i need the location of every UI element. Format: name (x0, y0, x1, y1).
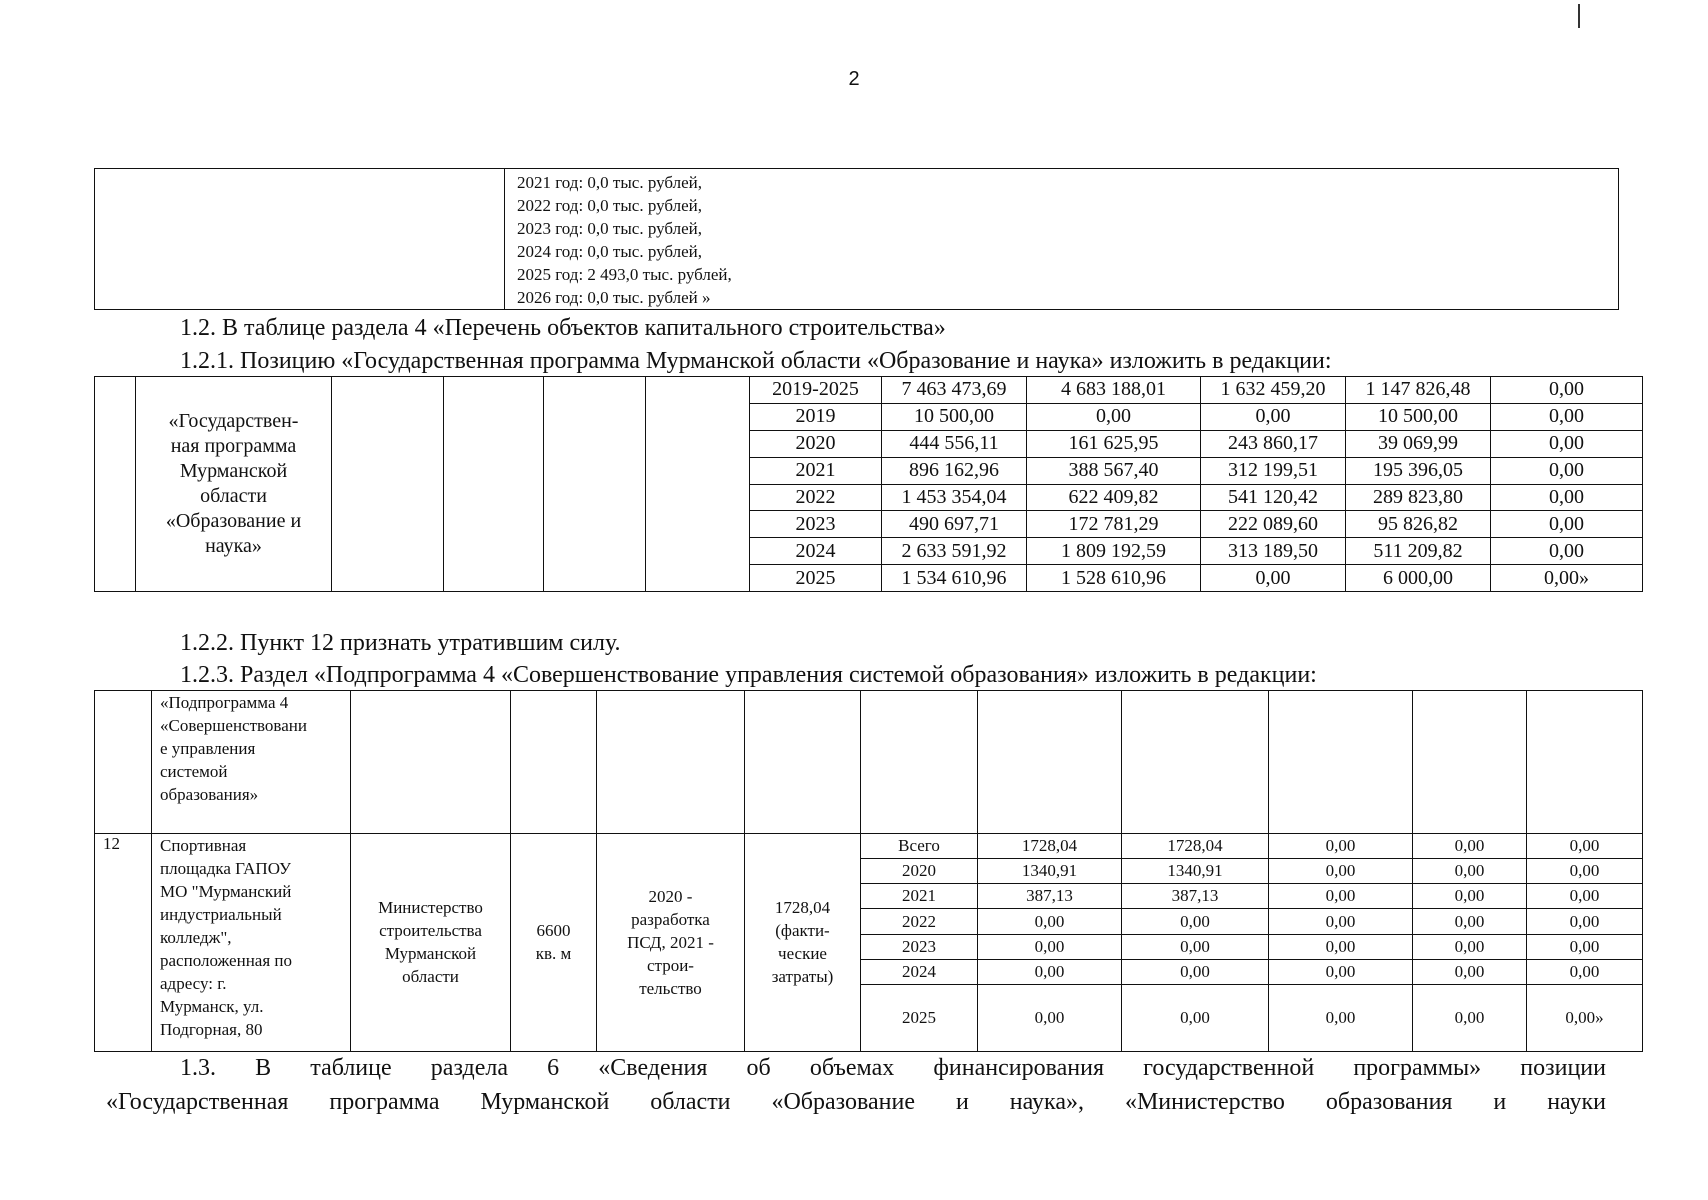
program-cell: 289 823,80 (1346, 484, 1491, 511)
subprogram-cell: 0,00 (1269, 833, 1413, 858)
subprogram-empty-cell (1269, 691, 1413, 834)
cost-line: затраты) (771, 967, 834, 987)
subprogram-cell: Всего (861, 833, 978, 858)
program-cell: 243 860,17 (1201, 430, 1346, 457)
program-cell: 511 209,82 (1346, 538, 1491, 565)
subprogram-cell: 0,00 (1269, 959, 1413, 984)
program-cell: 896 162,96 (882, 457, 1027, 484)
subprogram-cell: 0,00 (1122, 959, 1269, 984)
subprogram-cell: 0,00 (1413, 985, 1527, 1052)
program-cell: 622 409,82 (1027, 484, 1201, 511)
capacity-line: 6600 (536, 921, 571, 941)
program-title-line: «Государствен- (168, 410, 299, 432)
subprogram-empty-cell (978, 691, 1122, 834)
subprogram-cell: 0,00 (1527, 909, 1643, 934)
object-name-cell (152, 833, 351, 1051)
paragraph-1-3-line-2: «Государственная программа Мурманской области «Образование и наука», «Министерство образования и науки (106, 1089, 1606, 1115)
subprogram-header-line: «Совершенствовани (160, 716, 307, 735)
program-empty-cell (646, 377, 750, 592)
subprogram-cell: 0,00 (1527, 884, 1643, 909)
program-cell: 4 683 188,01 (1027, 377, 1201, 404)
subprogram-table (94, 690, 1643, 1052)
subprogram-cell: 1340,91 (978, 858, 1122, 883)
subprogram-cell: 2020 (861, 858, 978, 883)
subprogram-cell: 2021 (861, 884, 978, 909)
budget-line: 2025 год: 2 493,0 тыс. рублей, (517, 265, 732, 284)
program-cell: 95 826,82 (1346, 511, 1491, 538)
subprogram-cell: 1728,04 (1122, 833, 1269, 858)
program-cell: 2025 (750, 565, 882, 592)
subprogram-cell: 1728,04 (978, 833, 1122, 858)
program-cell: 1 453 354,04 (882, 484, 1027, 511)
subprogram-cell: 0,00 (1269, 909, 1413, 934)
subprogram-cell: 0,00 (978, 909, 1122, 934)
subprogram-cell: 2025 (861, 985, 978, 1052)
paragraph-1-2-2: 1.2.2. Пункт 12 признать утратившим силу. (180, 630, 621, 656)
subprogram-cell: 0,00 (1413, 884, 1527, 909)
subprogram-cell: 0,00 (1527, 858, 1643, 883)
subprogram-header-line: образования» (160, 785, 259, 804)
program-cell: 490 697,71 (882, 511, 1027, 538)
program-cell: 312 199,51 (1201, 457, 1346, 484)
scan-artifact-mark (1578, 4, 1580, 28)
subprogram-cell: 0,00 (1413, 909, 1527, 934)
object-name-line: расположенная по (160, 950, 292, 970)
program-cell: 222 089,60 (1201, 511, 1346, 538)
budget-line: 2023 год: 0,0 тыс. рублей, (517, 219, 702, 238)
subprogram-cell: 0,00 (1527, 959, 1643, 984)
budget-table (94, 168, 1619, 310)
program-cell: 1 809 192,59 (1027, 538, 1201, 565)
program-cell: 0,00 (1491, 403, 1643, 430)
subprogram-empty-cell (511, 691, 597, 834)
program-cell: 0,00 (1201, 403, 1346, 430)
program-cell: 2020 (750, 430, 882, 457)
program-cell: 0,00» (1491, 565, 1643, 592)
program-cell: 0,00 (1491, 538, 1643, 565)
capacity-line: кв. м (535, 944, 572, 964)
budget-line: 2022 год: 0,0 тыс. рублей, (517, 196, 702, 215)
customer-cell (351, 833, 511, 1051)
program-cell: 172 781,29 (1027, 511, 1201, 538)
program-cell: 6 000,00 (1346, 565, 1491, 592)
subprogram-empty-cell (1413, 691, 1527, 834)
object-name-line: Спортивная (160, 835, 247, 855)
item-number: 12 (95, 833, 152, 1051)
subprogram-cell: 0,00 (1122, 934, 1269, 959)
subprogram-cell: 0,00 (1413, 934, 1527, 959)
subprogram-empty-cell (597, 691, 745, 834)
subprogram-cell: 0,00 (1413, 959, 1527, 984)
subprogram-cell: 1340,91 (1122, 858, 1269, 883)
subprogram-cell: 0,00 (1122, 909, 1269, 934)
budget-line: 2021 год: 0,0 тыс. рублей, (517, 173, 702, 192)
program-title-cell (136, 377, 332, 592)
subprogram-cell: 0,00 (1269, 858, 1413, 883)
subprogram-cell: 2024 (861, 959, 978, 984)
cost-line: ческие (778, 944, 827, 964)
program-cell: 313 189,50 (1201, 538, 1346, 565)
subprogram-cell: 0,00 (1527, 833, 1643, 858)
period-line: 2020 - (648, 886, 693, 906)
program-num-cell (95, 377, 136, 592)
period-line: тельство (639, 978, 702, 998)
customer-line: области (402, 967, 459, 987)
period-line: строи- (647, 955, 694, 975)
subprogram-cell: 0,00 (978, 934, 1122, 959)
program-cell: 195 396,05 (1346, 457, 1491, 484)
program-cell: 2024 (750, 538, 882, 565)
program-cell: 388 567,40 (1027, 457, 1201, 484)
subprogram-empty-cell (861, 691, 978, 834)
program-cell: 2019 (750, 403, 882, 430)
program-row (95, 377, 1643, 404)
budget-line: 2026 год: 0,0 тыс. рублей » (517, 288, 711, 307)
budget-line: 2024 год: 0,0 тыс. рублей, (517, 242, 702, 261)
paragraph-1-2-1: 1.2.1. Позицию «Государственная программа Мурманской области «Образование и наука» изложить в редакции: (180, 348, 1332, 374)
program-cell: 0,00 (1201, 565, 1346, 592)
program-empty-cell (332, 377, 444, 592)
subprogram-cell: 0,00 (978, 959, 1122, 984)
program-cell: 0,00 (1491, 457, 1643, 484)
program-cell: 0,00 (1491, 484, 1643, 511)
program-cell: 2019-2025 (750, 377, 882, 404)
paragraph-1-2: 1.2. В таблице раздела 4 «Перечень объектов капитального строительства» (180, 315, 946, 341)
object-name-line: индустриальный (160, 904, 282, 924)
subprogram-cell: 0,00 (978, 985, 1122, 1052)
cost-line: 1728,04 (774, 898, 831, 918)
budget-empty-cell (95, 169, 505, 310)
object-name-line: Мурманск, ул. (160, 996, 264, 1016)
subprogram-cell: 0,00 (1413, 858, 1527, 883)
program-title-line: наука» (205, 535, 262, 557)
program-cell: 2 633 591,92 (882, 538, 1027, 565)
program-empty-cell (444, 377, 544, 592)
subprogram-cell: 0,00 (1269, 985, 1413, 1052)
subprogram-header-row (95, 691, 1643, 834)
program-cell: 10 500,00 (882, 403, 1027, 430)
subprogram-empty-cell (745, 691, 861, 834)
subprogram-header-cell (152, 691, 351, 834)
program-cell: 2023 (750, 511, 882, 538)
customer-line: строительства (379, 921, 482, 941)
program-title-line: области (200, 485, 267, 507)
subprogram-cell: 0,00 (1269, 934, 1413, 959)
program-cell: 7 463 473,69 (882, 377, 1027, 404)
program-cell: 0,00 (1027, 403, 1201, 430)
subprogram-cell: 2022 (861, 909, 978, 934)
program-cell: 1 632 459,20 (1201, 377, 1346, 404)
program-cell: 444 556,11 (882, 430, 1027, 457)
program-cell: 1 147 826,48 (1346, 377, 1491, 404)
budget-lines-cell (505, 169, 1619, 310)
program-cell: 0,00 (1491, 511, 1643, 538)
paragraph-1-3-line-1: 1.3. В таблице раздела 6 «Сведения об объемах финансирования государственной программы» позиции (180, 1055, 1606, 1081)
subprogram-cell: 0,00 (1413, 833, 1527, 858)
subprogram-header-line: «Подпрограмма 4 (160, 693, 289, 712)
program-cell: 2022 (750, 484, 882, 511)
program-cell: 1 534 610,96 (882, 565, 1027, 592)
object-name-line: Подгорная, 80 (160, 1019, 263, 1039)
subprogram-cell: 387,13 (1122, 884, 1269, 909)
period-cell (597, 833, 745, 1051)
subprogram-header-line: е управления (160, 739, 256, 758)
program-cell: 161 625,95 (1027, 430, 1201, 457)
program-cell: 2021 (750, 457, 882, 484)
subprogram-empty-cell (1122, 691, 1269, 834)
paragraph-1-2-3: 1.2.3. Раздел «Подпрограмма 4 «Совершенствование управления системой образования» изложить в редакции: (180, 662, 1317, 688)
program-title-line: «Образование и (165, 510, 302, 532)
program-cell: 0,00 (1491, 430, 1643, 457)
page-number: 2 (848, 68, 860, 90)
customer-line: Мурманской (384, 944, 477, 964)
subprogram-row (95, 833, 1643, 858)
cost-cell (745, 833, 861, 1051)
program-empty-cell (544, 377, 646, 592)
object-name-line: колледж", (160, 927, 232, 947)
program-cell: 541 120,42 (1201, 484, 1346, 511)
subprogram-cell: 0,00 (1269, 884, 1413, 909)
subprogram-cell: 0,00 (1527, 934, 1643, 959)
period-line: ПСД, 2021 - (627, 932, 714, 952)
object-name-line: МО "Мурманский (160, 881, 292, 901)
program-cell: 0,00 (1491, 377, 1643, 404)
customer-line: Министерство (378, 898, 483, 918)
subprogram-empty-cell (351, 691, 511, 834)
object-name-line: площадка ГАПОУ (160, 858, 292, 878)
program-cell: 10 500,00 (1346, 403, 1491, 430)
program-cell: 39 069,99 (1346, 430, 1491, 457)
subprogram-empty-cell (95, 691, 152, 834)
subprogram-empty-cell (1527, 691, 1643, 834)
subprogram-header-line: системой (160, 762, 228, 781)
subprogram-cell: 2023 (861, 934, 978, 959)
subprogram-cell: 0,00» (1527, 985, 1643, 1052)
program-table (94, 376, 1643, 592)
subprogram-cell: 387,13 (978, 884, 1122, 909)
program-cell: 1 528 610,96 (1027, 565, 1201, 592)
program-title-line: ная программа (170, 435, 297, 457)
program-title-line: Мурманской (179, 460, 288, 482)
object-name-line: адресу: г. (160, 973, 227, 993)
period-line: разработка (631, 909, 710, 929)
cost-line: (факти- (775, 921, 830, 941)
subprogram-cell: 0,00 (1122, 985, 1269, 1052)
capacity-cell (511, 833, 597, 1051)
